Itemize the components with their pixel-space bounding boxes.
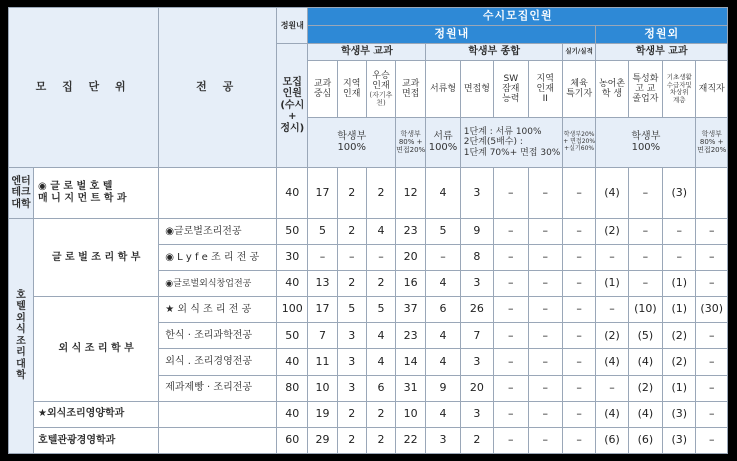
value-cell: –	[494, 167, 528, 218]
value-cell: (2)	[596, 323, 628, 349]
table-row	[9, 218, 728, 244]
value-cell: 22	[396, 427, 426, 453]
value-cell: –	[628, 218, 662, 244]
value-cell: –	[562, 218, 595, 244]
value-cell: –	[494, 323, 528, 349]
value-cell: 11	[308, 349, 337, 375]
value-cell: 40	[277, 271, 308, 297]
value-cell: (4)	[596, 167, 628, 218]
value-cell: (5)	[628, 323, 662, 349]
value-cell: –	[596, 375, 628, 401]
col-docs: 서류형	[426, 61, 460, 118]
value-cell: –	[562, 375, 595, 401]
value-cell: –	[528, 271, 562, 297]
value-cell: –	[494, 218, 528, 244]
value-cell: –	[596, 297, 628, 323]
eval-sports: 학생부20% + 면접20% +실기60%	[562, 117, 595, 167]
value-cell	[696, 167, 728, 218]
value-cell: 8	[460, 245, 493, 271]
college-label: 엔터 테크 대학	[9, 167, 34, 218]
value-cell: 5	[308, 218, 337, 244]
value-cell: 40	[277, 349, 308, 375]
hs-comprehensive-header: 학생부 종합	[426, 43, 563, 60]
value-cell: –	[562, 245, 595, 271]
value-cell: 23	[396, 218, 426, 244]
value-cell: –	[528, 349, 562, 375]
value-cell: –	[494, 271, 528, 297]
value-cell: –	[696, 427, 728, 453]
value-cell: (1)	[596, 271, 628, 297]
value-cell: 2	[366, 401, 395, 427]
value-cell: (1)	[663, 271, 696, 297]
col-regional: 지역 인재	[337, 61, 366, 118]
unit-cell: 외 식 조 리 학 부	[34, 297, 159, 401]
value-cell: –	[628, 167, 662, 218]
value-cell: 4	[366, 323, 395, 349]
value-cell: (6)	[628, 427, 662, 453]
col-course-interview: 교과 면접	[396, 61, 426, 118]
admission-quota-table	[8, 7, 728, 454]
hs-course-oe-header: 학생부 교과	[596, 43, 728, 60]
value-cell: 9	[460, 218, 493, 244]
value-cell: –	[696, 245, 728, 271]
value-cell: 3	[460, 271, 493, 297]
eval-interview-oe: 학생부 80% + 면접20%	[696, 117, 728, 167]
table-row	[9, 297, 728, 323]
value-cell: 5	[337, 297, 366, 323]
value-cell: 50	[277, 323, 308, 349]
value-cell: –	[494, 401, 528, 427]
value-cell: (10)	[628, 297, 662, 323]
value-cell: 100	[277, 297, 308, 323]
value-cell: 26	[460, 297, 493, 323]
value-cell: 3	[337, 375, 366, 401]
value-cell: –	[528, 401, 562, 427]
value-cell: (2)	[628, 375, 662, 401]
value-cell: 19	[308, 401, 337, 427]
value-cell: (2)	[663, 323, 696, 349]
value-cell: 3	[426, 427, 460, 453]
value-cell: –	[494, 349, 528, 375]
value-cell: (3)	[663, 167, 696, 218]
table-row	[9, 401, 728, 427]
value-cell: 7	[460, 323, 493, 349]
value-cell: 80	[277, 375, 308, 401]
value-cell: 6	[426, 297, 460, 323]
unit-cell: 글 로 벌 조 리 학 부	[34, 218, 159, 296]
value-cell: 2	[337, 271, 366, 297]
value-cell: –	[528, 297, 562, 323]
value-cell: –	[696, 271, 728, 297]
col-regional-2: 지역 인재 II	[528, 61, 562, 118]
value-cell: 5	[366, 297, 395, 323]
value-cell: (4)	[628, 349, 662, 375]
value-cell: (2)	[663, 349, 696, 375]
value-cell: 4	[426, 167, 460, 218]
value-cell: –	[696, 323, 728, 349]
value-cell: (2)	[596, 218, 628, 244]
value-cell: 7	[308, 323, 337, 349]
col-excellent-note: (자기추천)	[369, 91, 393, 108]
value-cell: 2	[366, 167, 395, 218]
practical-header: 실기/실적	[562, 43, 595, 60]
table-row	[9, 427, 728, 453]
total-header: 모집 인원 (수시 + 정시)	[277, 43, 308, 167]
col-sports: 체육 특기자	[562, 61, 595, 118]
quota-in-header: 정원내	[277, 8, 308, 44]
value-cell: –	[494, 245, 528, 271]
value-cell: –	[596, 245, 628, 271]
value-cell: (30)	[696, 297, 728, 323]
value-cell: (1)	[663, 297, 696, 323]
value-cell: –	[528, 323, 562, 349]
value-cell: 5	[426, 218, 460, 244]
value-cell: –	[494, 427, 528, 453]
eval-interview: 학생부 80% + 면접20%	[396, 117, 426, 167]
value-cell: –	[528, 218, 562, 244]
value-cell: –	[494, 297, 528, 323]
value-cell: –	[528, 245, 562, 271]
value-cell: 4	[426, 349, 460, 375]
value-cell: –	[696, 349, 728, 375]
value-cell: 4	[366, 349, 395, 375]
unit-cell: ★외식조리영양학과	[34, 401, 159, 427]
value-cell: 2	[337, 218, 366, 244]
value-cell: –	[562, 323, 595, 349]
value-cell: 40	[277, 401, 308, 427]
value-cell: 17	[308, 167, 337, 218]
eval-hs100-oe: 학생부 100%	[596, 117, 696, 167]
value-cell: (3)	[663, 427, 696, 453]
major-header: 전 공	[159, 8, 277, 168]
value-cell: 10	[396, 401, 426, 427]
eval-stage: 1단계 : 서류 100% 2단계(5배수) : 1단계 70%+ 면접 30%	[460, 117, 562, 167]
major-cell: ◉글로벌외식창업전공	[159, 271, 277, 297]
value-cell: –	[528, 375, 562, 401]
col-sw: SW 잠재 능력	[494, 61, 528, 118]
value-cell: 3	[460, 349, 493, 375]
value-cell: –	[562, 349, 595, 375]
value-cell: 2	[337, 401, 366, 427]
value-cell: 31	[396, 375, 426, 401]
value-cell: 29	[308, 427, 337, 453]
value-cell: 17	[308, 297, 337, 323]
eval-docs: 서류 100%	[426, 117, 460, 167]
value-cell: –	[528, 167, 562, 218]
value-cell: –	[528, 427, 562, 453]
major-cell: 제과제빵 · 조리전공	[159, 375, 277, 401]
value-cell: (1)	[663, 375, 696, 401]
value-cell: 4	[426, 401, 460, 427]
unit-cell: 호텔관광경영학과	[34, 427, 159, 453]
value-cell: 20	[396, 245, 426, 271]
value-cell: –	[696, 218, 728, 244]
value-cell: 4	[426, 271, 460, 297]
value-cell: –	[366, 245, 395, 271]
major-cell: 한식 · 조리과학전공	[159, 323, 277, 349]
value-cell: 3	[337, 323, 366, 349]
major-cell: ◉ L y f e 조 리 전 공	[159, 245, 277, 271]
value-cell: 9	[426, 375, 460, 401]
unit-header: 모 집 단 위	[9, 8, 159, 168]
value-cell: –	[628, 245, 662, 271]
value-cell: 13	[308, 271, 337, 297]
value-cell: –	[628, 271, 662, 297]
major-cell	[159, 167, 277, 218]
value-cell: –	[308, 245, 337, 271]
value-cell: 6	[366, 375, 395, 401]
col-rural: 농어촌 학 생	[596, 61, 628, 118]
value-cell: 12	[396, 167, 426, 218]
value-cell: 60	[277, 427, 308, 453]
major-cell: 외식 . 조리경영전공	[159, 349, 277, 375]
value-cell: 2	[366, 271, 395, 297]
value-cell: –	[562, 297, 595, 323]
value-cell: (4)	[596, 401, 628, 427]
value-cell: 4	[426, 323, 460, 349]
jeongwon-nae-header: 정원내	[308, 26, 596, 43]
value-cell: (6)	[596, 427, 628, 453]
col-employed: 재직자	[696, 61, 728, 118]
value-cell: –	[494, 375, 528, 401]
col-low-income: 기초생활 수급자및 차상위 계층	[663, 61, 696, 118]
major-cell: ◉글로벌조리전공	[159, 218, 277, 244]
value-cell: –	[562, 401, 595, 427]
value-cell: 23	[396, 323, 426, 349]
value-cell: 37	[396, 297, 426, 323]
major-cell: ★ 외 식 조 리 전 공	[159, 297, 277, 323]
value-cell: 16	[396, 271, 426, 297]
value-cell: (4)	[596, 349, 628, 375]
major-cell	[159, 427, 277, 453]
unit-cell: ◉ 글 로 벌 호 텔 매 니 지 먼 트 학 과	[34, 167, 159, 218]
value-cell: 20	[460, 375, 493, 401]
value-cell: 40	[277, 167, 308, 218]
value-cell: 3	[460, 401, 493, 427]
value-cell: –	[562, 427, 595, 453]
value-cell: 2	[337, 427, 366, 453]
value-cell: 30	[277, 245, 308, 271]
value-cell: 10	[308, 375, 337, 401]
jeongwon-oe-header: 정원외	[596, 26, 728, 43]
susi-total-header: 수시모집인원	[308, 8, 728, 26]
col-excellent-label: 우승 인재	[372, 70, 390, 91]
value-cell: 14	[396, 349, 426, 375]
col-interview: 면접형	[460, 61, 493, 118]
college-label: 호 텔 외 식 조 리 대 학	[9, 218, 34, 453]
eval-hs100: 학생부 100%	[308, 117, 396, 167]
value-cell: –	[696, 375, 728, 401]
col-excellent	[366, 61, 395, 118]
value-cell: 50	[277, 218, 308, 244]
major-cell	[159, 401, 277, 427]
value-cell: 2	[366, 427, 395, 453]
value-cell: –	[337, 245, 366, 271]
col-course-center: 교과 중심	[308, 61, 337, 118]
value-cell: 3	[337, 349, 366, 375]
value-cell: –	[696, 401, 728, 427]
value-cell: (4)	[628, 401, 662, 427]
value-cell: 2	[337, 167, 366, 218]
value-cell: –	[562, 167, 595, 218]
value-cell: –	[663, 245, 696, 271]
value-cell: –	[426, 245, 460, 271]
value-cell: –	[663, 218, 696, 244]
value-cell: 3	[460, 167, 493, 218]
table-row	[9, 167, 728, 218]
value-cell: –	[562, 271, 595, 297]
value-cell: 4	[366, 218, 395, 244]
col-vocational: 특성화 고 교 졸업자	[628, 61, 662, 118]
hs-course-header: 학생부 교과	[308, 43, 426, 60]
value-cell: (3)	[663, 401, 696, 427]
value-cell: 2	[460, 427, 493, 453]
